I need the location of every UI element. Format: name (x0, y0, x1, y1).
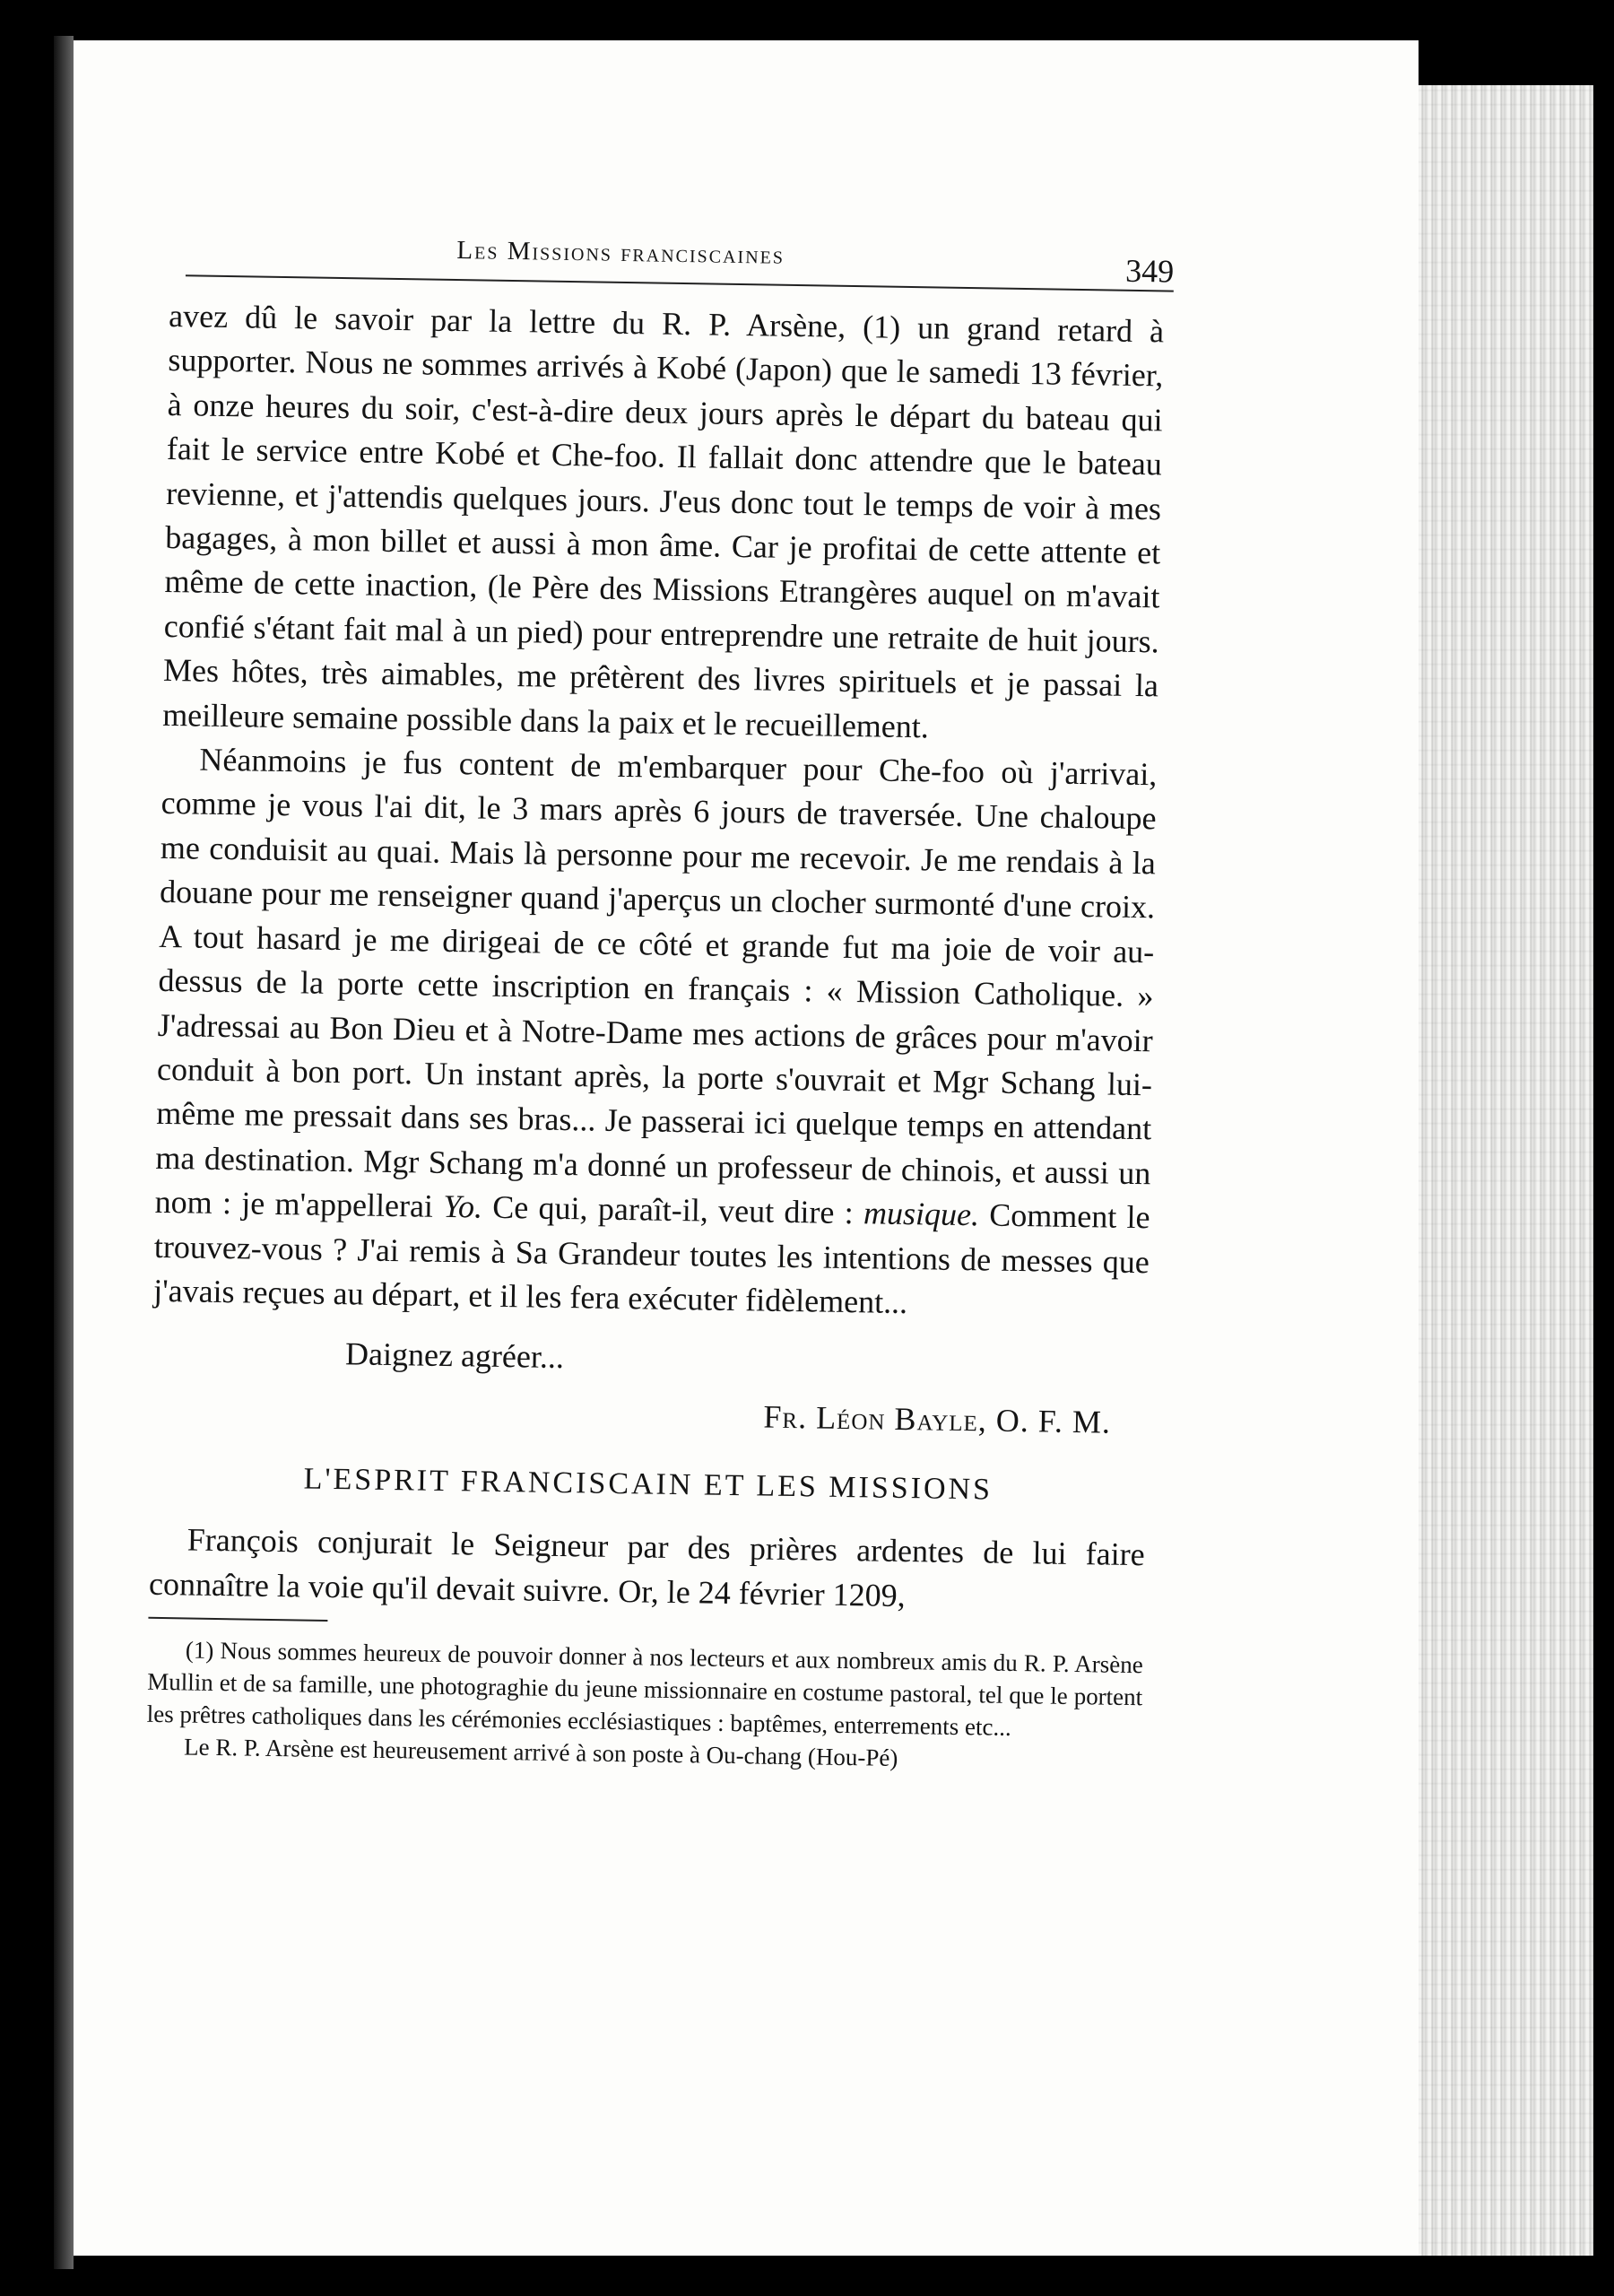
book-spine-edge (54, 36, 74, 2269)
paragraph-text: Comment le trouvez-vous ? J'ai remis à Sa Grandeur toutes les intentions de messes que j'avais reçues au départ, et il les fera exécuter fidèlement... (152, 1196, 1150, 1320)
paragraph-text: Ce qui, paraît-il, veut dire : (482, 1188, 864, 1231)
running-head: Les Missions franciscaines (456, 236, 785, 270)
section-title: L'ESPRIT FRANCISCAIN ET LES MISSIONS (303, 1462, 994, 1507)
page-number: 349 (1124, 252, 1175, 290)
closing-line: Daignez agréer... (344, 1335, 565, 1376)
paragraph (153, 737, 1158, 1329)
italic-word: musique. (863, 1195, 980, 1233)
header-rule (186, 274, 1174, 291)
signature: Fr. Léon Bayle, O. F. M. (763, 1398, 1112, 1440)
italic-word: Yo. (442, 1188, 483, 1225)
page-stack-edge (1419, 85, 1593, 2256)
footnote-rule (148, 1617, 327, 1622)
footnote: Le R. P. Arsène est heureusement arrivé à son poste à Ou-chang (Hou-Pé) (183, 1733, 898, 1772)
scan-border (1593, 0, 1614, 2296)
letter-body (153, 294, 1165, 1329)
paragraph: avez dû le savoir par la lettre du R. P. Arsène, (1) un grand retard à supporter. Nous ne sommes arrivés à Kobé (Japon) que le samedi 13 février, à onze heures du soir, c'est-à-dire deux jours après le départ du bateau qui fait le service entre Kobé et Che-foo. Il fallait donc attendre que le bateau revienne, et j'attendis quelques jours. J'eus donc tout le temps de voir à mes bagages, à mon billet et aussi à mon âme. Car je profitai de cette attente et même de cette inaction, (le Père des Missions Etrangères auquel on m'avait confié s'étant fait mal à un pied) pour entreprendre une retraite de huit jours. Mes hôtes, très aimables, me prêtèrent des livres spirituels et je passai la meilleure semaine possible dans la paix et le recueillement. (161, 297, 1165, 745)
paragraph-text: Néanmoins je fus content de m'embarquer pour Che-foo où j'arrivai, comme je vous l'ai dit, le 3 mars après 6 jours de traversée. Une chaloupe me conduisit au quai. Mais là personne pour me recevoir. Je me rendais à la douane pour me renseigner quand j'aperçus un clocher surmonté d'une croix. A tout hasard je me dirigeai de ce côté et grande fut ma joie de voir au-dessus de la porte cette inscription en français : « Mission Catholique. » J'adressai au Bon Dieu et à Notre-Dame mes actions de grâces pour m'avoir conduit à bon port. Un instant après, la porte s'ouvrait et Mgr Schang lui-même me pressait dans ses bras... Je passerai ici quelque temps en attendant ma destination. Mgr Schang m'a donné un professeur de chinois, et aussi un nom : je m'appellerai (154, 741, 1158, 1225)
footnotes (146, 1633, 1143, 1778)
paragraph: François conjurait le Seigneur par des prières ardentes de lui faire connaître la voie qu'il devait suivre. Or, le 24 février 1209, (148, 1521, 1145, 1613)
section-body (149, 1518, 1145, 1622)
page-content (146, 215, 1175, 1778)
footnote: (1) Nous sommes heureux de pouvoir donner à nos lecteurs et aux nombreux amis du R. P. Arsène Mullin et de sa famille, une photograghie du jeune missionnaire en costume pastoral, tel que le portent les prêtres catholiques dans les cérémonies ecclésiastiques : baptêmes, enterrements etc... (146, 1636, 1143, 1742)
